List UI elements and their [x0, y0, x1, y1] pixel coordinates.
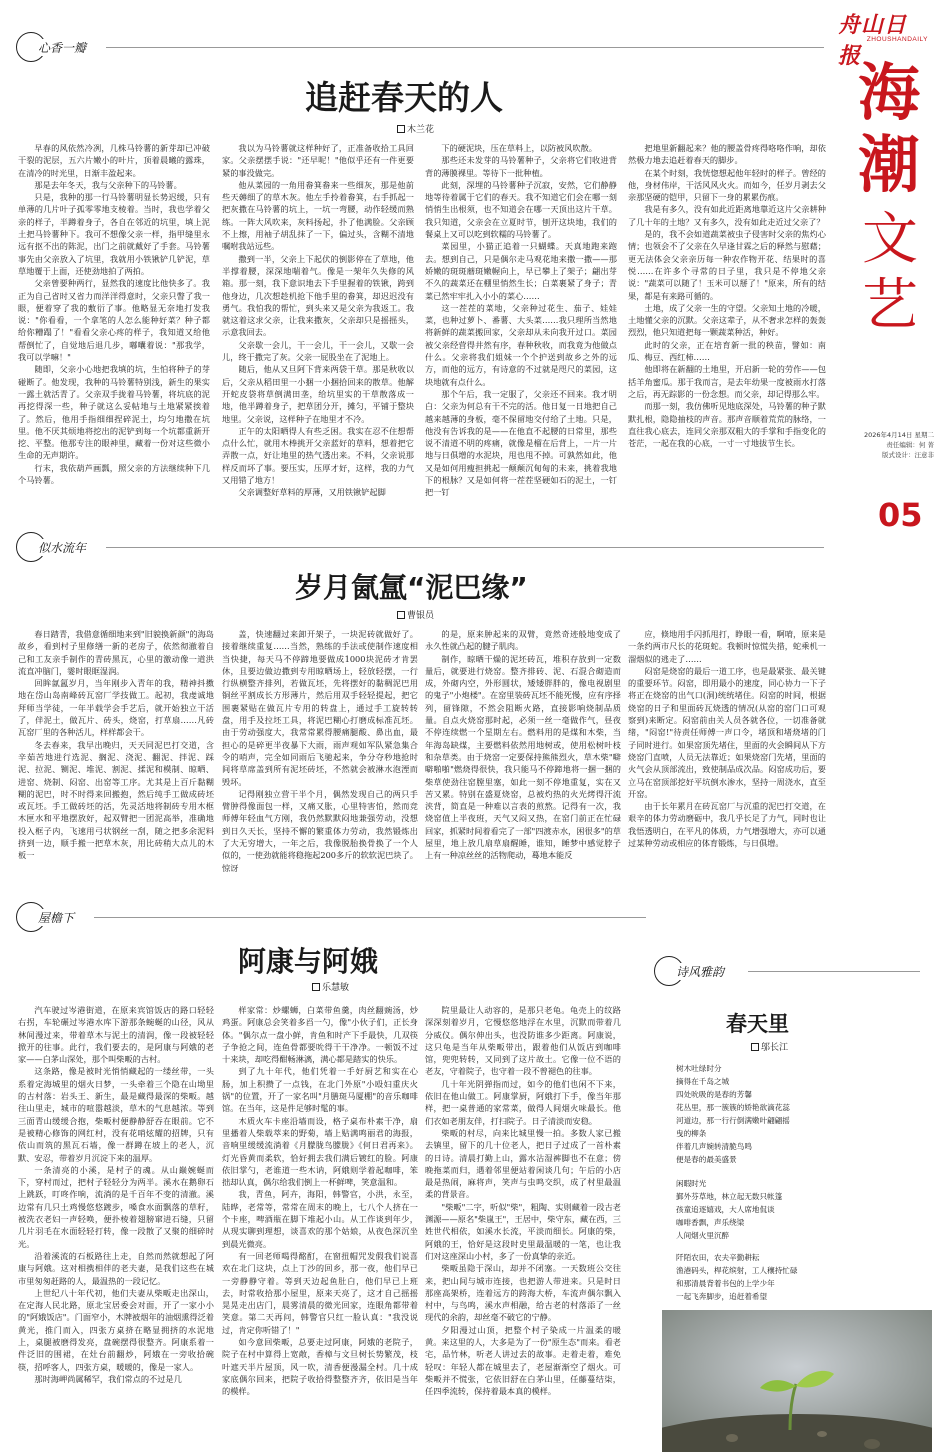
article2-column-1: 春日踏青，我借意循细地来到"旧貌换新颜"的海岛故乡，看到村子里修缮一新的老房子，依然彻澈着自己和工友亲手制作的青砖黑瓦，心里的激动像一道洪流直冲脑门，霎时眼眶湿润。 回眸氤氲岁月，当年刚步入青年的我，精神抖擞地在岱山岛南峰砖瓦窑厂学技做工。起初，我虔诚地拜师当学徒，一年半载学会手艺后，就开始独立干活了，伴泥土，做瓦片、砖头，烧窑，打草扇……凡砖瓦窑厂里的各种活儿，样样都会干。 冬去春来，我早出晚归，天天同泥巴打交道，含辛茹苦地进行选泥、搁泥、浇泥、翻泥、拌泥、踩泥、拉泥、铡泥、堆泥、割泥、揉泥和模制、晾晒、进窑、烧制、闷窑、出窑等工序。尤其是上百斤黏糊糊的泥巴，时不时得来回搬抱，然后纯手工做成砖坯或瓦坯。手工做砖坯的活，先灵活地将制砖专用木框木匣水和平地摆放好，起双臂把一团泥高举，准确地投入框子内，飞速用弓状钢丝一刮，随之把多余泥料挤到一边，顺手搬一把草木灰，用比砖稍大点儿的木板一	[18, 629, 214, 861]
article1-column-3: 下的硬泥块，压在草料上，以防被风吹散。 那些还未发芽的马铃薯种子，父亲将它们收进背背的薄膜裸里。等待下一批种植。 此刻，深埋的马铃薯种子沉寂，安然，它们静静地等待着属于它们的春天。我不知道它们会在哪一刻悄悄生出根须，也不知道会在哪一天顶出这片干草。我只知道，父亲会在立夏时节，刨开这块地，我们的餐桌上又可以吃到软糯的马铃薯了。 菜园里，小猫正追着一只蝴蝶。天真地跑来跑去。想到自己，只是偶尔走马观花地来撒一撒——那娇嫩的斑斑蘑斑嫩幄向上，早已攀上了架子；翩出芽不久的蔬菜还在棚里悄然生长；白菜裹紧了身子；青菜已然牢牢扎入小小的菜心…… 这一茬茬的菜地，父亲种过花生、茄子、娃娃菜，也种过萝卜、番薯、大头菜……我只理所当然地将新鲜的蔬菜搬回家，父亲却从未向我开过口。菜园被父亲经营得井然有序，春种秋收，而我竟为他做点什么。父亲将我们姐妹一个个护送到故乡之外的远方，而他的远方，有诗意的不过就是咫尺的菜园，这块地就有点什么。 那个午后，我一定服了，父亲还不回来。我才明白：父亲为何总有干不完的活。他日复一日地把自己越来越薄的身板，毫不保留地交付给了土地。只是，他没有告诉我的是——在他直不起腰的日常里，那些说不清道不明的疼痛，就像是榴在后背上，一片一片地与日俱增的水泥块，甩也甩不掉。可孰然如此，他又是如何用瘦担挑起一颠颠沉甸甸的未来，挑着我地下的根脉？又是如何将一茬茬坚硬如石的泥土，一钉把一钉	[425, 143, 617, 498]
poem-line: 人间烟火里沉醉	[676, 1231, 730, 1240]
article1-column-1: 早春的风依然冷冽，几株马铃薯的新芽却已冲破干裂的泥层，五六片嫩小的叶片，顶着晨曦的露珠，在清冷的时光里，日渐丰盈起来。 那是去年冬天，我与父亲种下的马铃薯。 只是，我种的那一行马铃薯明显长势迟缓，只有单薄的几片叶子孤零零地支棱着。当时，我也学着父亲的样子，半蹲着身子，各自在邻近的坑里，填上泥土把马铃薯种下。我可不想像父亲一样，指甲缝里永远有抠不出的陈泥，出门之前就戴好了手套。马铃薯事先由父亲放入了坑里，我就用小铁锹铲几铲泥，草草地覆于上面，还使劲地拍了两拍。 父亲曾要种两行，显然我的速度比他快多了。我正为自己省时又省力而洋洋得意时，父亲只瞥了我一眼，便着穿了我的敷衍了事。他略显无奈地打发我说："你看看，一个拿笔的人怎么能种好菜？种子都给你糟蹋了！"看看父亲心疼的样子，我知道又给他帮倒忙了，自觉地后退几步，嘟囔着说："那我学，我可以学嘛！" 随即，父亲小心地把我填的坑，生怕将种子的芽碰断了。他发现，我种的马铃薯特别浅，新生的果实一露土就活青了。父亲双手拢着马铃薯，将坑底的泥再挖得深一些，种子就这么妥帖地与土地紧紧挨着了。然后，他用手指细细捏碎泥土，均匀地撒在坑里。他不厌其烦地将挖出的泥铲到每一个坑都重新开挖、平整。他那专注的眼神里，藏着一份对这些微小生命的无声期许。 行末，我依葫芦画瓢，照父亲的方法继续种下几个马铃薯。	[18, 143, 210, 486]
article-author-2: 曹银员	[397, 608, 434, 621]
poem-line: 摘得在千岛之城	[676, 1077, 730, 1086]
article-title-2: 岁月氤氲“泥巴缘”	[295, 571, 528, 604]
poem-line: 和那清晨背着书包的上学少年	[676, 1279, 775, 1288]
poem-line: 四处吮吸的是春的芳馨	[676, 1090, 752, 1099]
article-author-3: 乐慧敏	[312, 980, 349, 993]
masthead	[838, 0, 938, 560]
article2-column-4: 应，倏地用手闪抓甩打，睁眼一看，啊唷，原来是一条约两市尺长的花斑蛇。我顿时惊慌失措，蛇乘机一溜烟似的逃走了…… 闷窑是烧窑的最后一道工序，也是最紧张、最关键的重要环节。闷窑，即用最小的速度，同心协力一下子将正在烧窑的出气口(洞)统统堵住。闷窑的时间，根据烧窑的日子和里面砖瓦烧透的情况(从窑的窑门口可观察到)来断定。闷窑前由关人员各就各位，一切准备就绪，"闷窑!"待责任师傅一声口令，堵顶和堵烧堵的门子同时进行。如果窑顶先堵住，里面的火会瞬间从下方烧窑门直喷，人员无法靠近；如果烧窑门先堵，里面的火气会从顶部流出，致使制品成次品。闷窑成功后，要立马在窑顶部挖好平坑倒水渗水，坚持一周浇水，直至开窑。 由于长年累月在砖瓦窑厂与沉重的泥巴打交道，在艰辛的体力劳动磨砺中，我几乎长足了力气，同时也让我悟透明白，在平凡的体质，力气增强增大，亦可以通过某种劳动或相应的体育锻炼，与日俱增。	[628, 629, 826, 849]
poem-line: 花丛里，那一簇簇的娇艳欲滴花蕊	[676, 1103, 790, 1112]
article-title-1: 追赶春天的人	[305, 78, 503, 117]
poem-author: 邬长江	[751, 1040, 788, 1053]
article2-column-3: 的是，原来肿起来的双臂，竟然奇迹般地变成了永久性就凸起的腱子肌肉。 制作，晾晒干燥的泥坯砖瓦，堆积存放到一定数量后，就要进行烧窑。整齐排砖、泥、石混合砌造而成，外砌内空，外形圆状，矮矮胖胖的，像电视剧里的鬼子"小炮楼"。在窑里装砖瓦坯不能死慢，应有序择列，留锋隙，不然会阻断火路，直接影响烧制品质量。自点火烧窑那时起，必须一丝一毫做作气，昼夜不停连续燃一个星期左右。燃料用的是煤和木柴，当年海岛缺煤，主要燃料依然用地树或，使用松树叶枝和杂草类。由于烧窑一定要保持熊熊烈火，草木柴"噼噼啪啪"燃烧得很快，我只能马不停蹄地将一捆一捆的柴草使劲往窑膛里塞，如此一刻不停地重复，实在又苦又累。特别在盛夏烧窑，总被灼热的火光烤得汗流浃背，简直是一种难以言表的煎熬。记得有一次，我烧窑值上半夜班，天气又闷又热，在窑门前正在忙碌回家，抓紧时间着看完了一部"四渡赤水，困很多"的草屋里，地上放几扇草扇醒睡，谁知，睡梦中感觉脖子上有一种凉丝丝的活物爬动，蓦地本能反	[425, 629, 621, 861]
poem-line: 咖啡香飘，声乐绕梁	[676, 1218, 745, 1227]
poem-line: 树木吐绿时分	[676, 1064, 722, 1073]
article3-column-1: 汽车驶过岑港街道，在原来宾馆饭店的路口轻轻右拐，车轮碾过岑港水库下游那条蜿蜒的山径，风从林间漫过来，带着草木与泥土的清润，像一段被轻轻掀开的往事。此行，我们要去的，是阿康与阿娥的老家——白茅山深处，那个叫柴畈的古村。 这条路，像是被时光悄悄藏起的一缕丝带，一头系着定海城里的烟火日梦，一头牵着三个隐在山坳里的古村落：岩头王、新生，最是藏得最深的柴畈。越往山里走，城市的喧嚣越淡，草木的气息越浓。等到三面青山缓缓合抱，柴畈村便静静舒吞在眼前。它不是被精心修饰的网红村，没有花哨炫耀的招牌，只有依山而筑的黑瓦石墙，像一群蹲在坡上的老人，沉默、安忍，带着岁月沉淀下来的温厚。 一条清亮的小溪，是村子的魂。从山巅婉蜒而下，穿村而过，把村子轻轻分为两半。溪水在鹅卵石上跳跃，叮咚作响，流淌的是千百年不变的清澈。溪边常有几只土鸡慢悠悠踱步，嗓食水面飘落的草籽，被洗衣老妇一声轻唤，便扑棱着翅膀窜进石缝，只留几片羽毛在水面轻轻打转，像一段散了又聚的细碎时光。 沿着溪流的石板路往上走，自然而然就想起了阿康与阿娥。这对相携相伴的老夫妻，是我们这些在城市里匆匆赶路的人，最温热的一段记忆。 上世纪八十年代初，他们夫妻从柴畈走出深山，在定海人民北路，原北宝居委会对面，开了一家小小的"阿娥饭店"。门面窄小，木牌被烟年的油烟熏得泛着黄光，推门而入，四张方桌挤在略显拥挤的水泥地上，桌腿被磨得发亮，盘碗摆得很整齐。阿康系着一件泛旧的围裙，在灶台前翻炒，阿娥在一旁收拾碗筷，招呼客人，四张方桌，暖暖的，像是一家人。 那时海岬尚属稀罕，我们常点的不过是几	[18, 1005, 214, 1384]
poem-line: 渔港码头，桿花缤射，工人穰持忙碌	[676, 1266, 798, 1275]
poem-line: 伴着几声婉转清脆鸟鸣	[676, 1142, 752, 1151]
editor-credit: 责任编辑：何 菁	[886, 441, 934, 449]
section-badge-1	[16, 32, 826, 62]
badge-label: 屋檐下	[38, 911, 75, 925]
poem-line: 便是春的最美盛景	[676, 1155, 737, 1164]
section-badge-3	[16, 902, 648, 932]
badge-label: 似水流年	[38, 541, 87, 555]
article-title-3: 阿康与阿娥	[238, 945, 379, 978]
badge-divider	[748, 971, 920, 972]
section-char-2: 潮	[858, 128, 921, 201]
seedling-photo	[662, 1310, 932, 1452]
article3-column-2: 样家常：炒螺蛳，白菜带鱼羹，肉丝翻豌汤，炒鸡蛋。阿康总会笑着多舀一勺，像"小伙子们，正长身体。"偶尔点一盘小鲜，肯鱼和时产下手最快，几双筷子争抢之间，连鱼骨都要吮得干干净净。一顿饭不过十来块，却吃得酣畅淋漓，满心都是踏实的快乐。 到了九十年代，他们凭着一手好厨艺和实在心肠，加上积攒了一点钱，在北门外原"小殴妇重庆火锅"的位置，开了一家名叫"月膳斑马厦棚"的音乐咖啡馆。在当年，这是件足够时髦的事。 木质火车卡座沿墙而设，格子桌布朴素干净，扇里播着人柴载萃来的野菊，墙上贴满鸣丽君的海报，音响里缓缓流淌着《月朦胧鸟朦胧》《何日君再来》。灯光昏黄而柔软，恰好拥去我们满后镀红的脸。阿康依旧掌勺，老谁道一些木讷，阿娥则学着起咖啡，笨拙却认真，偶尔给我们倒上一杯鲜啤，笑意温和。 我，青鱼，阿卉，海阳，韩警官，小洪，永至，陆晔，老常等，常常在周末的晚上，七八个人挤在一个卡座，啤酒瓶在脚下堆起小山。从工作谈到年少，从现实聊到理想，谈喜欢的那个姑娘，从夜色深沉坐到晨光微亮。 有一回老师喝得酩酊，在窗扭帽咒发假我们说喜欢在北门这块，点上丁沙的回乡，那一夜，他们早已一旁静静守着。等到天边起鱼肚白，他们早已上班去，时常收拾那小屋里，原来天亮了，这才自己摇摇晃晃走出店门，晨雾清晨的微光回家，连眼角都带着笑意。第二天再问，韩警官只红一脸认真："我没说过，肯定你听错了！" 如今意回柴畈，总要走过阿康，阿娥的老院子，院子在村中算得上宽敞，香樟与文旦树长势繁茂，枝叶遮天半片屋顶，风一吹，清香便漫漏全村。几十成家底偶尔回来，把院子收拾得整整齐齐，依旧是当年的模样。	[222, 1005, 418, 1397]
poem-line: 一起飞奔脚步，追赶着希望	[676, 1292, 768, 1301]
badge-divider	[106, 47, 824, 48]
badge-divider	[106, 547, 824, 548]
badge-label: 心香一瓣	[38, 41, 87, 55]
article1-column-2: 我以为马铃薯就这样种好了，正准备收拾工具回家。父亲摆摆手说："还早呢！"他似乎还有一件更要紧的事没做完。 他从菜园的一角用畚箕畚来一些细灰，那是他前些天薅细了的草木灰。他左手拎着畚箕，右手抓起一把灰撒在马铃薯的坑上，一坑一弯腰，动作轻缓而熟练。一阵大风吹来，灰料扬起，扑了他满脸。父亲顾不上擦，用袖子胡乱抹了一下，偏过头，含糊不清地嘱咐我站远些。 撒到一半，父亲上下起伏的倒影停在了草地，他半撑着腰，深深地喘着气。像是一架年久失修的风箱。那一刻，我下意识地去下手里握着的铁锹，跨到他身边，几次想趁机抢下他手里的畚箕，却迟迟没有勇气。我怕我的帮忙，到头来又是父亲为我返工。我就这着这求父亲，让我来撒灰，父亲却只是摇摇头，示意我回去。 父亲歇一会儿，干一会儿，干一会儿，又歇一会儿，终于撒完了灰。父亲一屁股坐在了泥地上。 随后，他从又旦阿下背来两袋干草。那是秋收以后，父亲从稻田里一小捆一小捆拾回来的散草。他解开蛇皮袋将草倒满田垄，给坑里实的干草散落成一地，他半蹲着身子，把草团分开，摊匀，平铺于整块地里。父亲说，这样种子在地里才不冷。 正午的太阳晒得人有些乏困。我实在忍不住想帮点什么忙，就用木棒挑开父亲蓝好的草料，想着把它弄散一点，好让地里的热气透出来。不料，父亲说那样反而坏了事。要压实，压厚才好，这样，我的力气又用错了地方！ 父亲调整好草料的厚薄，又用铁锹铲起脚	[222, 143, 414, 498]
poem-line: 孩童追逐嬉戏，大人席地侃谈	[676, 1205, 775, 1214]
section-char-1: 海	[858, 56, 921, 129]
section-badge-4	[654, 956, 922, 986]
paper-logo-en: ZHOUSHANDAILY	[866, 36, 928, 43]
badge-label: 诗风雅韵	[676, 965, 725, 979]
poem-title: 春天里	[726, 1012, 789, 1036]
paper-logo: 舟山日报	[838, 13, 908, 69]
article3-column-3: 院里最让人动容的，是那只老龟。龟壳上的纹路深深刻着岁月，它慢悠悠地浮在水里，沉默而带着几分威仪。偶尔伸出头，也没防谁多少距离。阿康说，这只龟是当年从柴畈带出，跟着他们从饭店到咖啡馆，兜兜转转，又同到了这片故土。它像一位不语的老友，守着院子，也守着一段不曾褪色的往事。 几十年光阴弹指而过，如今的他们也闲不下来，依旧在他山做工。阿康掌厨，阿娥打下手，像当年那样，把一桌普通的家常菜，做得人间烟火味最长。他们衣如老朋友伴，打扫院子。日子清淡而安稳。 柴畈的村尽，向来比城里慢一拍。多数人家已搬去镇里，留下的几十位老人，把日子过成了一首朴素的日诗。清晨打勤上山，露水沾湿裤脚也不在意；傍晚拖菜而归，遇着邻里便站着闲谈几句；午后的小店最是热闹，麻将声，笑声与虫鸣交织，成了村里最温柔的背景音。 "柴畈"二字，听似"柴"，粗陶、实则藏着一段古老渊源——原名"柴嵐王"，王居中，柴守东，藏在西，三姓世代相依，如溪水长流，平淡而细长。阿康的柴，阿娥的王，恰好是这段时史里最温暖的一笔，也让我们对这座深山小村，多了一份真挚的亲近。 柴畈虽隐于深山，却并不闭塞。一天数班公交往来，把山间与城市连接，也把游人带进来。只是时日那座高架桥，连着远方的跨海大桥，车流声偶尔飘入村中，与鸟鸣，溪水声相融，给古老的村落添了一丝现代的余韵，却丝毫不破它的宁静。 夕阳漫过山顶，把整个村子染成一片温柔的暖黄。来这里的人，大多是为了一份"原生态"而来。看老宅，品竹林，听老人讲过去的故事。走着走着，难免轻叹：年轻人都在城里去了，老屋渐渐空了烟火。可柴畈并不慌张，它依旧舒在白茅山里，任藤蔓结柒，任四季流转，保持着最本真的模样。	[425, 1005, 621, 1397]
poem-line: 阡陌农田，农夫辛勤耕耘	[676, 1253, 760, 1262]
section-char-3: 文	[862, 207, 918, 272]
article-author-1: 木兰花	[397, 122, 434, 135]
badge-divider	[94, 917, 646, 918]
poem-line: 鄞外芬草地，林立起无数只帐篷	[676, 1192, 783, 1201]
poem-line: 河道边，那一行行倒满嫩叶翩翩摇	[676, 1116, 790, 1125]
article1-column-4: 把地里新翻起来？他的腰盖骨疼得咯咯作响，却依然极力地去追赶着春天的脚步。 在某个时刻，我恍惚想起他年轻时的样子。曾经的他，身材伟岸，干活风风火火。而如今，任岁月剥去父亲那坚硬的铠甲，只留下一身的累累伤痕。 我是有多久，没有如此近距离地靠近这片父亲耕种了几十年的土地？又有多久，没有如此走近过父亲了？ 是的，我不会如道蔬菜被虫子侵害时父亲的焦灼心情；也领会不了父亲在久早逢甘霖之后的释然与慰藉；更无法体会父亲亲历每一种农作物开花、结果时的喜悦……在许多个寻常的日子里，我只是不停地父亲说："蔬菜可以随了！玉米可以掰了！"原来，所有的结果，都是有来路可循的。 土地，成了父亲一生的守望。父亲知土地的冷暖，土地懂父亲的沉默。父亲这辈子，从不奢求怎样的轰轰烈烈，他只知道把每一颗蔬菜种活，种好。 此时的父亲，正在培育新一批的秧苗，譬如：南瓜、梅豆、西红柿…… 他即将在新翻的土地里，开启新一轮的劳作——包括羊角蜜瓜。那于我而言，是去年幼果一度被雨水打落之后，再无踪影的一份念想。而父亲，却记得那么牢。 而那一刻，我仿佛听见地底深处，马铃薯的种子默默扎根，隐隐抽枝的声音。那声音顺着荒荒的脉络，一直往我心底去，连同父亲那双粗大的手掌和手指变化的苍茫，一起在我的心底，一寸一寸地拔节生长。	[628, 143, 826, 449]
seedling-illustration	[662, 1310, 932, 1452]
poem-line: 闲暇时光	[676, 1179, 707, 1188]
issue-date: 2026年4月14日 星期二	[863, 431, 934, 439]
layout-credit: 版式设计：汪意非	[882, 451, 934, 459]
poem-line: 曳的柳条	[676, 1129, 707, 1138]
article2-column-2: 盖，快速翻过来卸开架子，一块泥砖就做好了。接着继续重复……当然，熟练的手法或使制作速度相当快捷，每天马不停蹄地要做成1000块泥砖才肯罢休，且要边做边撒到专用晾晒场上，轻放轻摆，一行行纵横整齐排列，若做瓦坯，先将摆好的黏稠泥巴用铜丝平割成长方形薄片，然后用双手轻轻提起，把它围裹紧贴在做瓦片专用的转盘上，通过手工旋转转盘，用手及拉坯工具，将泥巴糊心打磨成标准瓦坯。由于劳动强度大，我常常累得腰痛腿酸、鼻出血，最担心的是碎更半夜暴下大雨，雨声观如军队紧急集合令的哨声，完全如同雨后飞驰起来，争分夺秒地抢时间将草席盖到所有泥坯砖坯，不然就会被淋水泡湮而毁坏。 记得刚独立营干半个月，偶然发现自己的两只手臂肿得像面包一样，又痛又胀，心里特害怕，然而竞师傅年轻血气方刚，我仍然默默闷地兼强劳动，没想到日久天长，坚持不懈的繁重体力劳动，我然锻炼出了大无穷增大，一年之后，我像脱胎换骨换了一个人似的，一使劲就能将稳拖起200多斤的软软泥巴块了。惊讶	[222, 629, 418, 873]
section-char-4: 艺	[862, 273, 918, 338]
section-badge-2	[16, 532, 826, 562]
page-number: 05	[878, 496, 923, 534]
